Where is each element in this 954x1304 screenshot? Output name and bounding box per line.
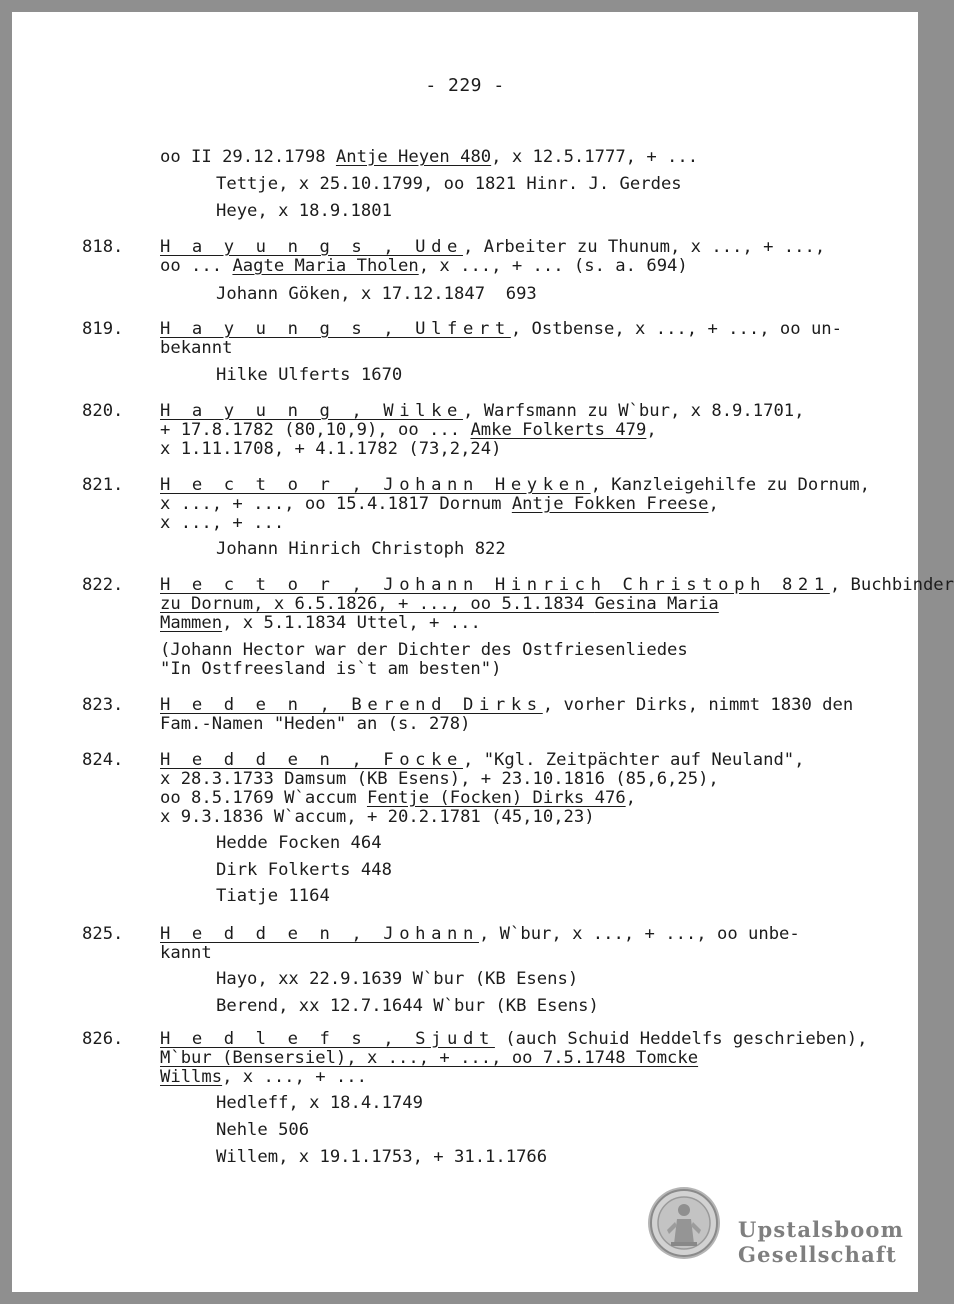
entry-line: Fam.-Namen "Heden" an (s. 278) — [160, 714, 471, 734]
entry-line — [160, 476, 870, 495]
entry-line — [160, 614, 481, 633]
entry-spouse: Fentje (Focken) Dirks 476 — [366, 788, 626, 808]
entry-text: x ..., + ..., oo 15.4.1817 Dornum — [160, 494, 512, 514]
entry-line — [160, 320, 842, 339]
page-number: - 229 - — [425, 75, 505, 96]
intro-line — [160, 148, 698, 167]
entry-line: kannt — [160, 943, 212, 963]
entry-text: , — [625, 788, 637, 808]
entry-line — [160, 402, 805, 421]
entry-child: Dirk Folkerts 448 — [216, 860, 392, 880]
entry-number: 824. — [82, 750, 124, 770]
entry-child: Tiatje 1164 — [216, 886, 330, 906]
entry-spouse: Aagte Maria Tholen — [232, 256, 419, 276]
entry-number: 825. — [82, 924, 124, 944]
intro-spouse: Antje Heyen 480 — [335, 147, 492, 167]
entry-name: H e c t o r , Johann Heyken — [160, 475, 591, 495]
entry-number: 818. — [82, 237, 124, 257]
entry-line — [160, 576, 954, 595]
entry-text: (auch Schuid Heddelfs geschrieben), — [494, 1029, 868, 1049]
entry-line — [160, 789, 636, 808]
entry-name: H e c t o r , Johann Hinrich Christoph 821 — [160, 575, 830, 595]
entry-name: H e d e n , Berend Dirks — [160, 695, 543, 715]
entry-child: Hedde Focken 464 — [216, 833, 382, 853]
intro-child: Tettje, x 25.10.1799, oo 1821 Hinr. J. Gerdes — [216, 174, 682, 194]
entry-name: H e d d e n , Focke — [160, 750, 464, 770]
entry-note: (Johann Hector war der Dichter des Ostfriesenliedes — [160, 640, 688, 660]
entry-text: , x 5.1.1834 Uttel, + ... — [222, 613, 481, 633]
entry-line — [160, 495, 719, 514]
entry-number: 823. — [82, 695, 124, 715]
entry-name: H a y u n g s , Ulfert — [160, 319, 511, 339]
entry-note: "In Ostfreesland is`t am besten") — [160, 659, 502, 679]
entry-line — [160, 257, 688, 276]
entry-text: , Warfsmann zu W`bur, x 8.9.1701, — [463, 401, 805, 421]
entry-line — [160, 238, 825, 257]
entry-spouse: Amke Folkerts 479 — [470, 420, 647, 440]
logo-line-2: Gesellschaft — [738, 1242, 898, 1267]
entry-text: zu Dornum, x 6.5.1826, + ..., oo 5.1.1834 — [160, 594, 595, 614]
entry-line: x 28.3.1733 Damsum (KB Esens), + 23.10.1816 (85,6,25), — [160, 769, 719, 789]
entry-name: H a y u n g , Wilke — [160, 401, 464, 421]
entry-child: Willem, x 19.1.1753, + 31.1.1766 — [216, 1147, 548, 1167]
entry-spouse: Willms — [160, 1067, 223, 1087]
entry-text: , Arbeiter zu Thunum, x ..., + ..., — [463, 237, 826, 257]
entry-text: oo ... — [160, 256, 233, 276]
entry-number: 822. — [82, 575, 124, 595]
entry-spouse: Gesina Maria — [594, 594, 719, 614]
entry-child: Johann Hinrich Christoph 822 — [216, 539, 506, 559]
intro-child: Heye, x 18.9.1801 — [216, 201, 392, 221]
entry-line — [160, 595, 719, 614]
entry-text: , Ostbense, x ..., + ..., oo un- — [510, 319, 842, 339]
entry-spouse: Mammen — [160, 613, 223, 633]
entry-text: , Buchbinder — [829, 575, 954, 595]
entry-name: H e d l e f s , Sjudt — [160, 1029, 495, 1049]
entry-spouse: Tomcke — [636, 1048, 699, 1068]
entry-number: 821. — [82, 475, 124, 495]
entry-line — [160, 1068, 367, 1087]
entry-child: Berend, xx 12.7.1644 W`bur (KB Esens) — [216, 996, 599, 1016]
intro-prefix: oo II 29.12.1798 — [160, 147, 336, 167]
entry-child: Johann Göken, x 17.12.1847 693 — [216, 284, 537, 304]
entry-line — [160, 1030, 867, 1049]
intro-suffix: , x 12.5.1777, + ... — [491, 147, 699, 167]
entry-name: H e d d e n , Johann — [160, 924, 479, 944]
entry-line — [160, 696, 853, 715]
entry-line — [160, 925, 800, 944]
entry-number: 820. — [82, 401, 124, 421]
entry-child: Nehle 506 — [216, 1120, 310, 1140]
entry-text: , "Kgl. Zeitpächter auf Neuland", — [463, 750, 805, 770]
entry-child: Hedleff, x 18.4.1749 — [216, 1093, 423, 1113]
entry-line — [160, 1049, 698, 1068]
entry-line: x 9.3.1836 W`accum, + 20.2.1781 (45,10,23) — [160, 807, 595, 827]
entry-name: H a y u n g s , Ude — [160, 237, 464, 257]
entry-text: M`bur (Bensersiel), x ..., + ..., oo 7.5.1748 — [160, 1048, 636, 1068]
entry-line: bekannt — [160, 338, 233, 358]
entry-text: , W`bur, x ..., + ..., oo unbe- — [478, 924, 800, 944]
entry-text: , vorher Dirks, nimmt 1830 den — [542, 695, 854, 715]
entry-child: Hayo, xx 22.9.1639 W`bur (KB Esens) — [216, 969, 579, 989]
logo-line-1: Upstalsboom — [738, 1217, 905, 1242]
entry-child: Hilke Ulferts 1670 — [216, 365, 403, 385]
entry-text: , Kanzleigehilfe zu Dornum, — [590, 475, 870, 495]
entry-line: x 1.11.1708, + 4.1.1782 (73,2,24) — [160, 439, 502, 459]
entry-text: + 17.8.1782 (80,10,9), oo ... — [160, 420, 471, 440]
entry-text: , x ..., + ... — [222, 1067, 367, 1087]
entry-text: oo 8.5.1769 W`accum — [160, 788, 367, 808]
entry-number: 826. — [82, 1029, 124, 1049]
entry-line: x ..., + ... — [160, 513, 285, 533]
entry-text: , x ..., + ... (s. a. 694) — [418, 256, 688, 276]
entry-number: 819. — [82, 319, 124, 339]
entry-line — [160, 751, 805, 770]
entry-text: , — [708, 494, 719, 514]
society-seal-icon — [647, 1186, 721, 1260]
entry-line — [160, 421, 657, 440]
entry-text: , — [646, 420, 657, 440]
entry-spouse: Antje Fokken Freese — [511, 494, 709, 514]
